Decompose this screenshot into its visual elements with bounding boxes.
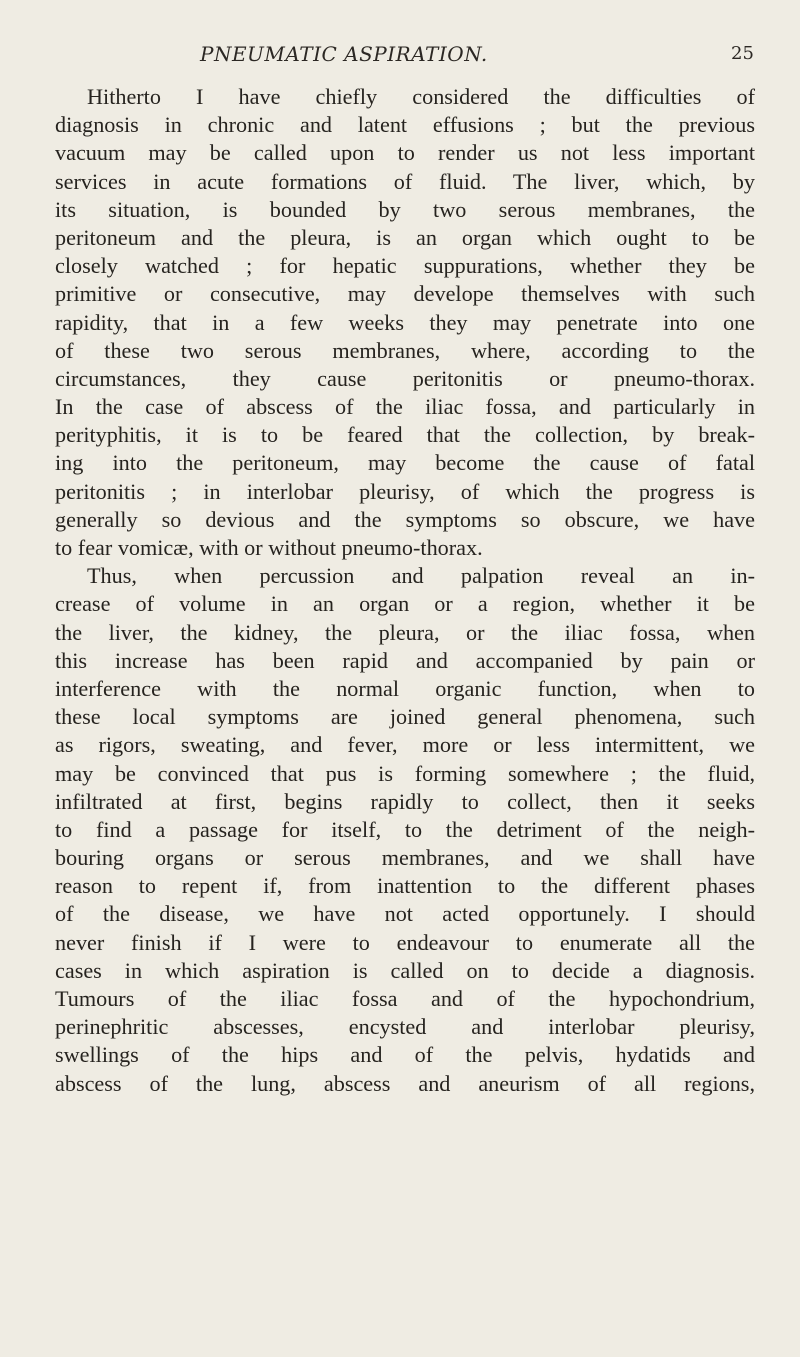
text-line: perinephritic abscesses, encysted and interlobar pleurisy,: [55, 1014, 755, 1040]
page-number: 25: [731, 43, 754, 64]
text-line: never finish if I were to endeavour to enumerate all the: [55, 929, 755, 955]
text-line: perityphitis, it is to be feared that the collection, by break-: [55, 422, 755, 448]
text-line: the liver, the kidney, the pleura, or the iliac fossa, when: [55, 619, 755, 645]
text-line: to find a passage for itself, to the detriment of the neigh-: [55, 816, 755, 842]
text-line: primitive or consecutive, may develope themselves with such: [55, 281, 755, 307]
text-line: of these two serous membranes, where, according to the: [55, 337, 755, 363]
text-line: Hitherto I have chiefly considered the difficulties of: [87, 84, 755, 109]
text-line: peritonitis ; in interlobar pleurisy, of which the progress is: [55, 478, 755, 504]
text-line: diagnosis in chronic and latent effusions ; but the previous: [55, 112, 755, 138]
text-line: circumstances, they cause peritonitis or pneumo-thorax.: [55, 365, 755, 391]
text-line: interference with the normal organic function, when to: [55, 675, 755, 701]
running-title: PNEUMATIC ASPIRATION.: [200, 42, 488, 66]
text-line: swellings of the hips and of the pelvis, hydatids and: [55, 1042, 755, 1068]
text-line: rapidity, that in a few weeks they may penetrate into one: [55, 309, 755, 335]
text-line: closely watched ; for hepatic suppurations, whether they be: [55, 253, 755, 279]
text-line: its situation, is bounded by two serous membranes, the: [55, 196, 755, 222]
running-header: [0, 42, 800, 72]
text-line: abscess of the lung, abscess and aneurism of all regions,: [55, 1070, 755, 1096]
text-line: this increase has been rapid and accompanied by pain or: [55, 647, 755, 673]
text-line: crease of volume in an organ or a region, whether it be: [55, 591, 755, 617]
text-line: infiltrated at first, begins rapidly to collect, then it seeks: [55, 788, 755, 814]
text-line: ing into the peritoneum, may become the cause of fatal: [55, 450, 755, 476]
text-line: bouring organs or serous membranes, and we shall have: [55, 845, 755, 871]
text-line: to fear vomicæ, with or without pneumo-thorax.: [55, 535, 483, 560]
text-line: Thus, when percussion and palpation reveal an in-: [87, 563, 755, 589]
text-line: peritoneum and the pleura, is an organ which ought to be: [55, 224, 755, 250]
text-line: services in acute formations of fluid. The liver, which, by: [55, 168, 755, 194]
text-line: In the case of abscess of the iliac fossa, and particularly in: [55, 394, 755, 420]
text-line: as rigors, sweating, and fever, more or less intermittent, we: [55, 732, 755, 758]
text-line: vacuum may be called upon to render us not less important: [55, 140, 755, 166]
text-line: may be convinced that pus is forming somewhere ; the fluid,: [55, 760, 755, 786]
text-line: these local symptoms are joined general phenomena, such: [55, 704, 755, 730]
text-line: of the disease, we have not acted opportunely. I should: [55, 901, 755, 927]
text-line: generally so devious and the symptoms so obscure, we have: [55, 506, 755, 532]
text-line: reason to repent if, from inattention to the different phases: [55, 873, 755, 899]
text-line: Tumours of the iliac fossa and of the hypochondrium,: [55, 986, 755, 1011]
body-text: [55, 83, 755, 1098]
text-line: cases in which aspiration is called on to decide a diagnosis.: [55, 957, 755, 983]
